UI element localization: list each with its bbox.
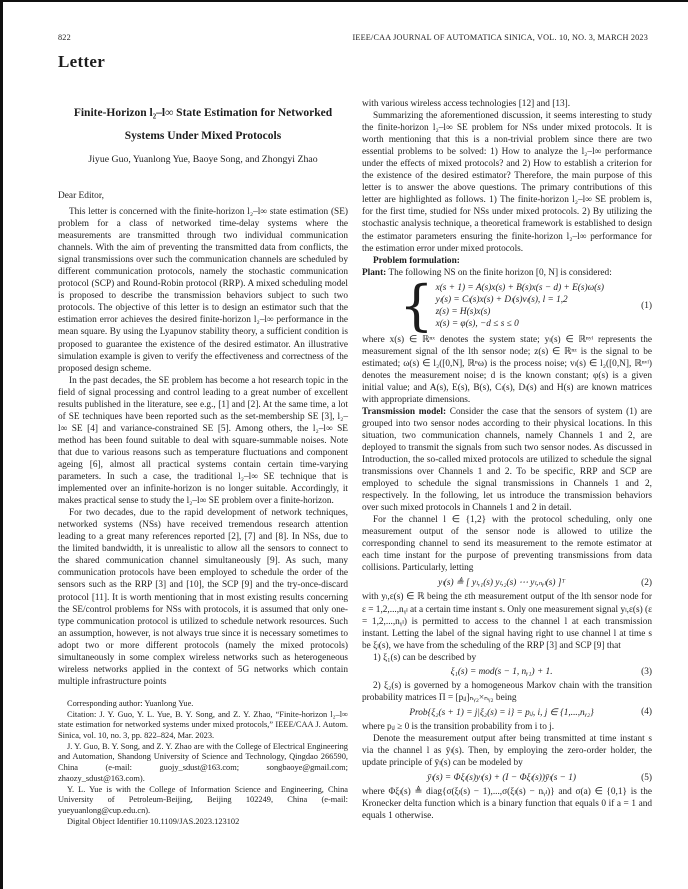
equation-number-1: (1) — [641, 301, 652, 312]
paragraph-denote: Denote the measurement output after being transmitted at time instant s via the channel l as ȳₗ(s). Then, by employing the zero-order holder, the update principle of ȳₗ(s) can be modeled by — [362, 733, 652, 768]
two-column-layout — [58, 98, 652, 827]
article-title-line1: Finite-Horizon l₂–l∞ State Estimation for Networked — [73, 107, 333, 119]
paragraph-summary: Summarizing the aforementioned discussion, it seems interesting to study the finite-horizon l₂–l∞ SE problem for NSs under mixed protocols. It is worth mentioning that this is a non-trivial problem since there are two essential problems to be solved: 1) How to analyze the l₂–l∞ performance under the effects of mixed protocols? and 2) How to establish a criterion for the existence of the desired estimator? Therefore, the main purpose of this letter is to answer the above questions. The primary contributions of this letter are highlighted as follows. 1) The finite-horizon l₂–l∞ SE problem is, for the first time, studied for NSs under mixed protocols. 2) By utilizing the stochastic analysis technique, a theoretical framework is established to design the estimator parameters ensuring the finite-horizon l₂–l∞ performance for the estimation error under mixed protocols. — [362, 111, 652, 254]
problem-formulation-heading: Problem formulation: — [373, 255, 460, 266]
footnote-affiliation-2: Y. L. Yue is with the College of Information Science and Engineering, China University of Petroleum-Beijing, Beijing 102249, China (e-mail: yueyuanlong@cup.edu.cn). — [58, 784, 348, 815]
page-number: 822 — [58, 33, 71, 42]
article-title — [58, 102, 348, 148]
author-list: Jiyue Guo, Yuanlong Yue, Baoye Song, and Zhongyi Zhao — [88, 154, 318, 165]
footnote-block — [58, 699, 348, 827]
paragraph-continuation: with various wireless access technologies [12] and [13]. — [362, 99, 571, 109]
plant-label: Plant: — [362, 267, 387, 278]
footnote-doi: Digital Object Identifier 10.1109/JAS.2023.123102 — [67, 816, 240, 826]
footnote-corresponding-author: Corresponding author: Yuanlong Yue. — [67, 698, 194, 708]
left-column — [58, 98, 348, 827]
paragraph-with: with yₗ,ε(s) ∈ ℝ being the εth measurement output of the lth sensor node for ε = 1,2,...,nᵧₗ at a certain time instant s. Only one measurement signal yₗ,ε(s) (ε = 1,2,...,nᵧₗ) is permitted to access to the channel l at each transmission instant. Letting the label of the signal having right to use channel l at time s be ξₗ(s), we have from the scheduling of the RRP [3] and SCP [9] that — [362, 592, 652, 651]
paragraph-transmission-model: Transmission model: Consider the case that the sensors of system (1) are grouped into two sensor nodes according to their physical locations. In this situation, two communication channels, namely Channels 1 and 2, are deployed to transmit the signals from such two sensor nodes. As discussed in Introduction, the so-called mixed protocols are utilized to schedule the signal transmissions over Channels 1 and 2. To be specific, RRP and SCP are employed to schedule the signal transmissions in Channels 1 and 2, respectively. In the following, let us introduce the transmission behaviors over such mixed protocols in Channels 1 and 2 in detail. — [362, 406, 653, 514]
paragraph-where-plant: where x(s) ∈ ℝⁿˣ denotes the system state; yₗ(s) ∈ ℝⁿʸˡ represents the measurement signal of the lth sensor node; z(s) ∈ ℝⁿᶻ is the signal to be estimated; ω(s) ∈ l₂([0,N], ℝⁿω) is the process noise; vₗ(s) ∈ l₂([0,N], ℝⁿᵛˡ) denotes the measurement noise; d is the known constant; φ(s) is a given initial value; and A(s), E(s), B(s), Cₗ(s), Dₗ(s) and H(s) are known matrices with appropriate dimensions. — [362, 334, 652, 405]
footnote-citation: Citation: J. Y. Guo, Y. L. Yue, B. Y. Song, and Z. Y. Zhao, “Finite-horizon l₂–l∞ state estimation for networked systems under mixed protocols,” IEEE/CAA J. Autom. Sinica, vol. 10, no. 3, pp. 822–824, Mar. 2023. — [58, 709, 348, 740]
equation-number-3: (3) — [641, 666, 652, 677]
paragraph-background: In the past decades, the SE problem has become a hot research topic in the field of signal processing and control leading to a great number of excellent results published in the literature, see e.g., [1] and [2]. At the same time, a lot of SE techniques have been reported such as the set-membership SE [3], l₂–l∞ SE [4] and variance-constrained SE [5]. Among others, the l₂–l∞ SE method has been found suitable to deal with square-summable noises. Note that due to various reasons such as temperature fluctuations and component ageing [6], almost all practical systems contain certain time-varying parameters. In such a case, the traditional l₂–l∞ SE technique that is implemented over an infinite-horizon is no longer suitable. Accordingly, it makes practical sense to study the l₂–l∞ SE problem over a finite-horizon. — [58, 375, 348, 507]
transmission-model-label: Transmission model: — [362, 406, 447, 417]
running-header — [58, 33, 648, 42]
paragraph-where-pij: where pᵢⱼ ≥ 0 is the transition probability from i to j. — [362, 721, 555, 732]
footnote-affiliation-1: J. Y. Guo, B. Y. Song, and Z. Y. Zhao are with the College of Electrical Engineering and Automation, Shandong University of Science and Technology, Qingdao 266590, China (e-mail: guojy_sdust@163.com; songbaoye@gmail.com; zhaozy_sdust@163.com). — [58, 741, 348, 783]
equation-1: { x(s + 1) = A(s)x(s) + B(s)x(s − d) + E(s)ω(s) yₗ(s) = Cₗ(s)x(s) + Dₗ(s)vₗ(s), l = 1,2 z(s) = H(s)x(s) x(s) = φ(s), −d ≤ s ≤ 0 (1) — [399, 274, 652, 338]
list-item-xi1: 1) ξ₁(s) can be described by — [373, 652, 477, 663]
title-block — [58, 102, 348, 165]
paragraph-intro: This letter is concerned with the finite-horizon l₂–l∞ state estimation (SE) problem for a class of networked time-delay systems where the measurements are transmitted through two individual communication channels. With the aim of preventing the transmitted data from conflicts, the signal transmissions over such the communication channels are scheduled by different communication protocols, namely the stochastic communication protocol (SCP) and Round-Robin protocol (RRP). A mixed scheduling model is proposed to describe the transmission behaviors subject to such two protocols. The objective of this letter is to design an estimator such that the estimation error achieves the desired finite-horizon l₂–l∞ performance in the mean square. By using the Lyapunov stability theory, a sufficient condition is proposed to guarantee the existence of the desired estimator. An illustrative simulation example is given to verify the effectiveness and correctness of the proposed design scheme. — [58, 207, 348, 374]
left-brace: { — [399, 274, 434, 338]
equation-4: Prob{ξ₂(s + 1) = j|ξ₂(s) = i} = pᵢⱼ, i, j ∈ {1,...,nᵧ₂} (4) — [409, 707, 652, 718]
section-heading: Letter — [58, 52, 106, 71]
article-title-line2: Systems Under Mixed Protocols — [124, 130, 282, 142]
list-item-xi2: 2) ξ₂(s) is governed by a homogeneous Markov chain with the transition probability matrices Π = [pᵢⱼ]ₙᵧ₂×ₙᵧ₂ being — [362, 680, 652, 703]
equation-5: ȳₗ(s) = Φξₗ(s)yₗ(s) + (I − Φξₗ(s))ȳₗ(s − 1) (5) — [427, 772, 652, 784]
right-column — [362, 98, 652, 827]
journal-title: IEEE/CAA JOURNAL OF AUTOMATICA SINICA, VOL. 10, NO. 3, MARCH 2023 — [352, 33, 648, 42]
equation-3: ξ₁(s) = mod(s − 1, nᵧ₁) + 1. (3) — [450, 666, 652, 677]
paragraph-networked-systems: For two decades, due to the rapid development of network techniques, networked systems (NSs) have received tremendous research attention leading to a great many references reported [2], [7] and [8]. In NSs, due to the limited bandwidth, it is unrealistic to allow all the sensors to connect to the shared communication channel simultaneously [9]. As such, many communication protocols have been employed to schedule the order of the sensors such as the RRP [3] and [10], the SCP [9] and the try-once-discard protocol [11]. It is worth mentioning that in most existing results concerning the SE/control problems for NSs with protocols, it is assumed that only one-type communication protocol is utilized to schedule network resources. Such an assumption, however, is not always true since it is necessary sometimes to adopt two or more different protocols (namely the mixed protocols) simultaneously in some complex wireless networks such as heterogeneous wireless networks applied in the context of 5G networks which contain multiple infrastructure points — [58, 508, 348, 687]
paragraph-where-phi: where Φξₗ(s) ≜ diag{σ(ξₗ(s) − 1),...,σ(ξₗ(s) − nᵧₗ)} and σ(a) ∈ {0,1} is the Kronecker delta function which is a binary function that equals 0 if a = 1 and equals 1 otherwise. — [362, 787, 652, 822]
equation-number-4: (4) — [641, 707, 652, 718]
paragraph-channel: For the channel l ∈ {1,2} with the protocol scheduling, only one measurement output of the sensor node is allowed to utilize the corresponding channel to send its measurement to the remote estimator at each time instant for the purpose of preventing transmissions from data collisions. Particularly, letting — [362, 515, 652, 574]
equation-2: yₗ(s) ≜ [ yₗ,₁(s) yₗ,₂(s) ⋯ yₗ,ₙᵧₗ(s) ]ᵀ (2) — [438, 577, 652, 589]
salutation: Dear Editor, — [58, 191, 104, 201]
equation-number-2: (2) — [641, 577, 652, 588]
equation-number-5: (5) — [641, 772, 652, 783]
paragraph-plant: Plant: The following NS on the finite horizon [0, N] is considered: — [362, 267, 612, 278]
